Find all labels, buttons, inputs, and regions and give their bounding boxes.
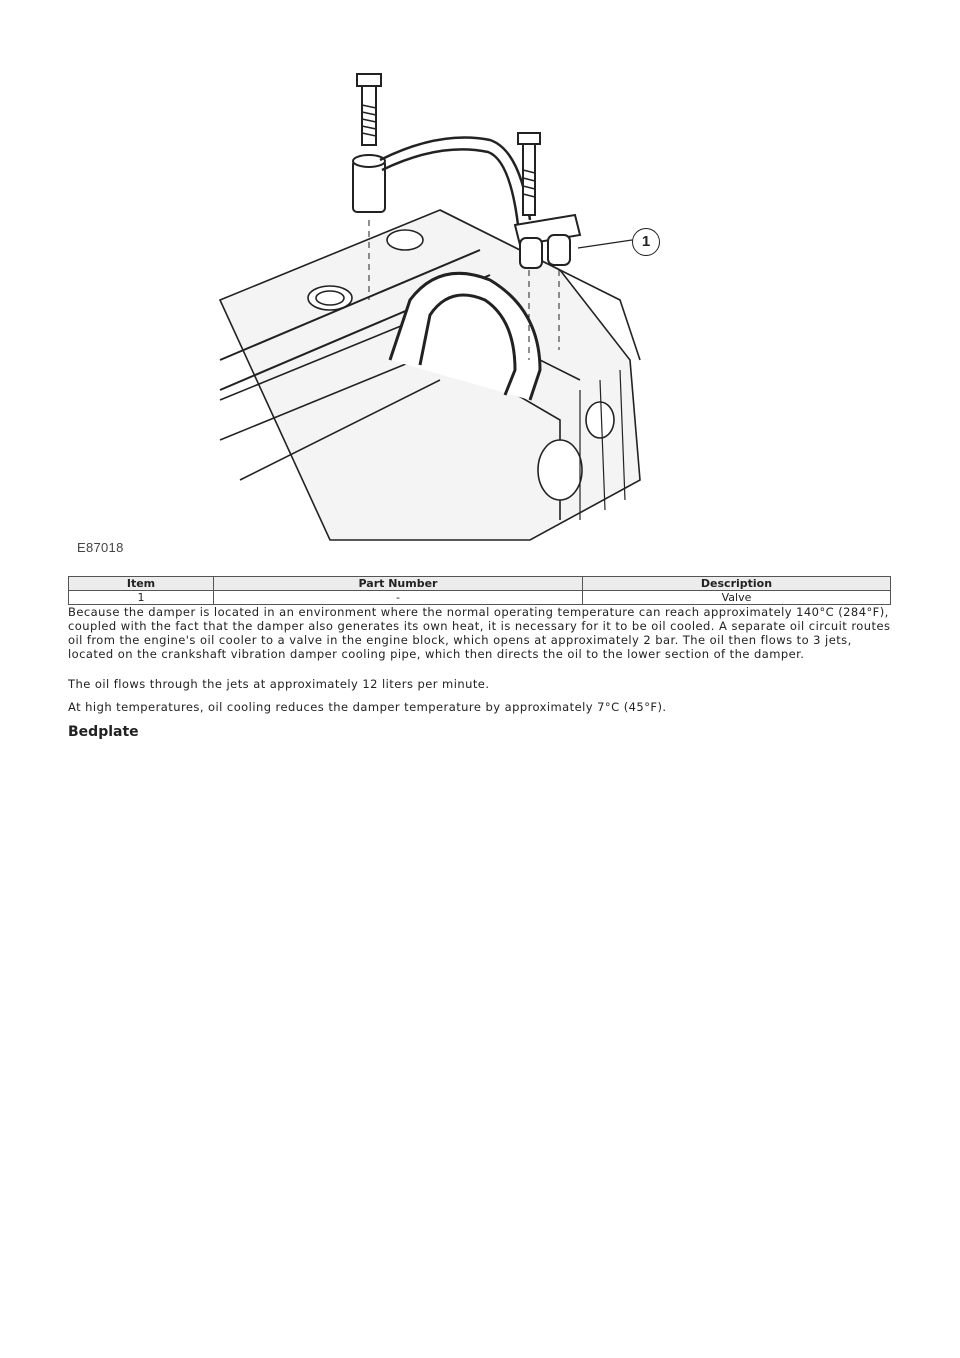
cell-part-number: - (214, 591, 583, 605)
parts-table (68, 576, 891, 605)
figure-id: E87018 (77, 540, 124, 555)
paragraph-damper-cooling: Because the damper is located in an environment where the normal operating temperature can reach approximately 140°C (284°F), coupled with the fact that the damper also generates its own heat, it is necessary for it to be oil cooled. A separate oil circuit routes oil from the engine's oil cooler to a valve in the engine block, which opens at approximately 2 bar. The oil then flows to 3 jets, located on the crankshaft vibration damper cooling pipe, which then directs the oil to the lower section of the damper. (68, 605, 891, 661)
table-header-row (69, 577, 891, 591)
paragraph-oil-flow: The oil flows through the jets at approximately 12 liters per minute. (68, 677, 490, 691)
section-heading: Bedplate (68, 724, 139, 740)
callout-label: 1 (632, 228, 660, 256)
cell-item: 1 (69, 591, 214, 605)
header-item: Item (69, 577, 214, 591)
paragraph-temperature: At high temperatures, oil cooling reduces the damper temperature by approximately 7°C (45°F). (68, 700, 667, 714)
header-part-number: Part Number (214, 577, 583, 591)
cell-description: Valve (583, 591, 891, 605)
technical-illustration (60, 60, 720, 560)
header-description: Description (583, 577, 891, 591)
table-row (69, 591, 891, 605)
